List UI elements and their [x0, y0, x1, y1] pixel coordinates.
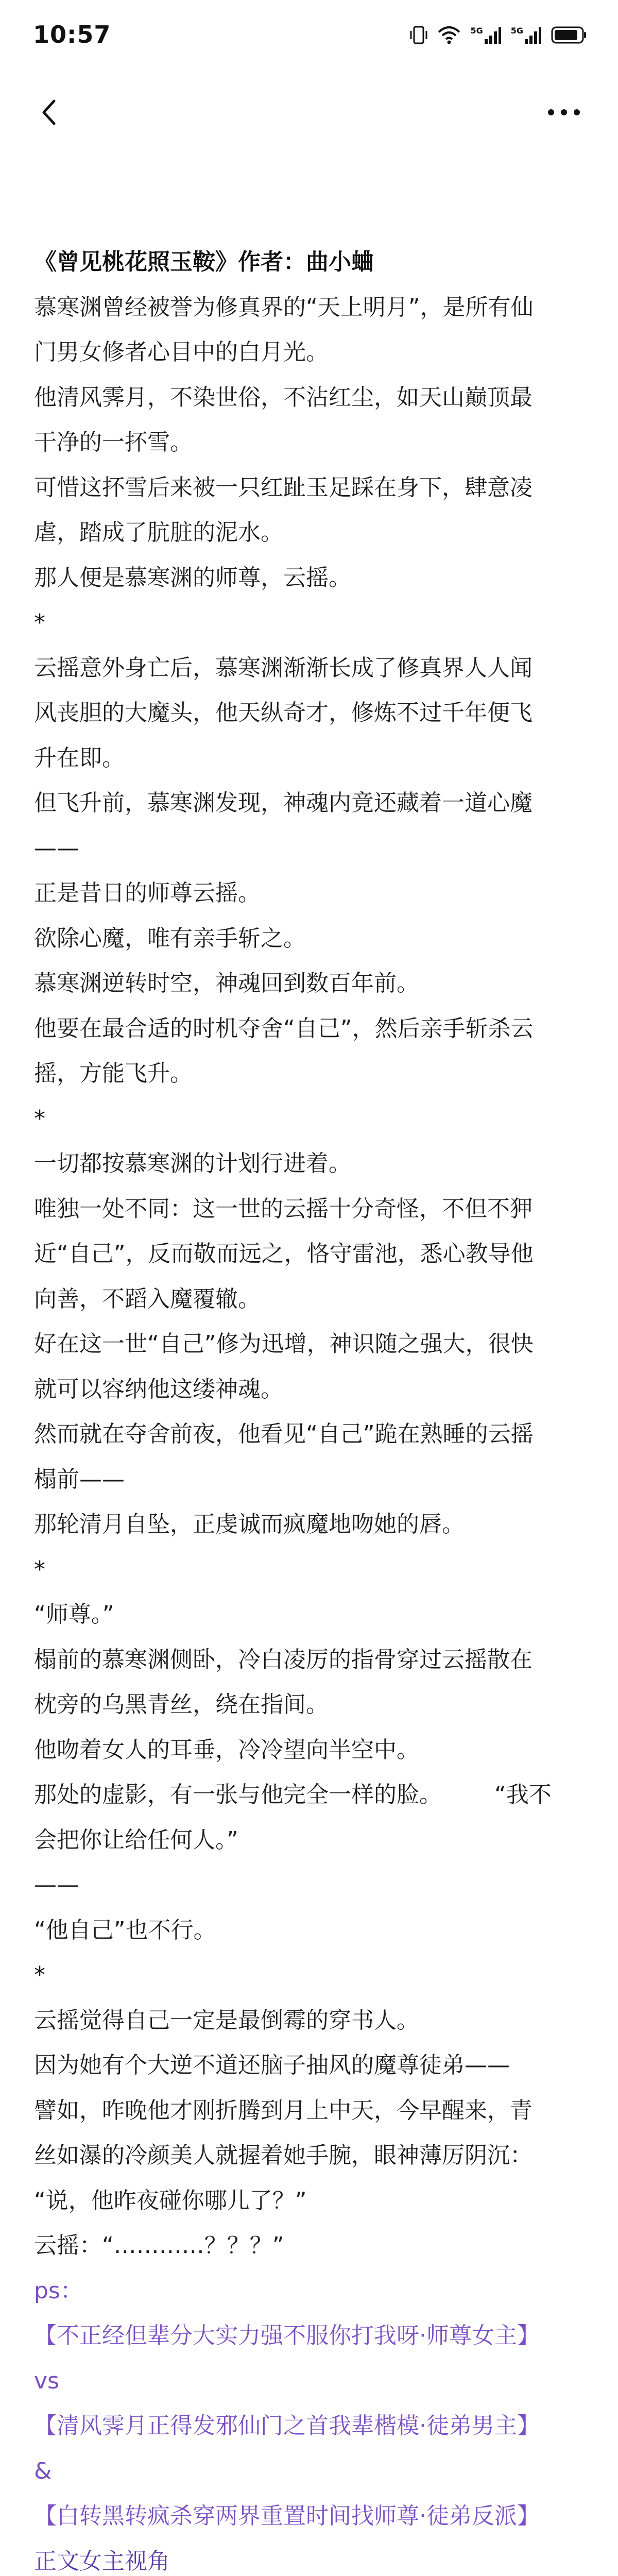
- more-button[interactable]: [536, 90, 592, 137]
- status-icons: [409, 21, 587, 49]
- text-line: ——: [34, 1872, 79, 1898]
- more-dots-icon: [546, 107, 582, 120]
- vibrate-icon: [409, 25, 428, 45]
- text-line: 那处的虚影，有一张与他完全一样的脸。 “我不: [34, 1782, 552, 1808]
- text-line: 向善，不蹈入魔覆辙。: [34, 1285, 261, 1312]
- nav-bar: [0, 77, 618, 155]
- text-line: 榻前——: [34, 1466, 125, 1493]
- text-line: “师尊。”: [34, 1601, 114, 1628]
- text-line: 升在即。: [34, 744, 125, 771]
- note-line: 正文女主视角: [34, 2548, 170, 2574]
- ps-label: ps：: [34, 2277, 83, 2304]
- text-line: 干净的一抔雪。: [34, 429, 193, 455]
- text-line: 就可以容纳他这缕神魂。: [34, 1376, 283, 1402]
- text-line: 譬如，昨晚他才刚折腾到月上中天，今早醒来，青: [34, 2097, 533, 2124]
- signal-icon-1: [470, 26, 501, 44]
- section-separator: *: [34, 609, 45, 636]
- section-separator: *: [34, 1105, 45, 1132]
- text-line: 一切都按慕寒渊的计划行进着。: [34, 1150, 351, 1177]
- signal-label-1: 5G: [470, 26, 483, 36]
- text-line: 近“自己”，反而敬而远之，恪守雷池，悉心教导他: [34, 1241, 534, 1267]
- text-line: 他清风霁月，不染世俗，不沾红尘，如天山巅顶最: [34, 384, 533, 411]
- text-line: 枕旁的乌黑青丝，绕在指间。: [34, 1691, 329, 1718]
- text-line: 他要在最合适的时机夺舍“自己”，然后亲手斩杀云: [34, 1015, 534, 1042]
- text-line: 云摇：“…………？？？”: [34, 2232, 284, 2259]
- text-line: 欲除心魔，唯有亲手斩之。: [34, 925, 306, 952]
- section-separator: *: [34, 1556, 45, 1583]
- text-line: 慕寒渊逆转时空，神魂回到数百年前。: [34, 970, 419, 996]
- text-line: 摇，方能飞升。: [34, 1060, 193, 1087]
- tag-hero: 【清风霁月正得发邪仙门之首我辈楷模·徒弟男主】: [34, 2413, 540, 2439]
- text-line: 他吻着女人的耳垂，冷冷望向半空中。: [34, 1736, 419, 1763]
- article-body: [34, 240, 585, 2576]
- text-line: 因为她有个大逆不道还脑子抽风的魔尊徒弟——: [34, 2052, 510, 2078]
- section-separator: *: [34, 1962, 45, 1988]
- text-line: 然而就在夺舍前夜，他看见“自己”跪在熟睡的云摇: [34, 1421, 534, 1447]
- text-line: 唯独一处不同：这一世的云摇十分奇怪，不但不狎: [34, 1195, 533, 1222]
- text-line: 丝如瀑的冷颜美人就握着她手腕，眼神薄厉阴沉：: [34, 2142, 533, 2168]
- text-line: 可惜这抔雪后来被一只红趾玉足踩在身下，肆意凌: [34, 474, 533, 501]
- tag-heroine: 【不正经但辈分大实力强不服你打我呀·师尊女主】: [34, 2323, 540, 2349]
- text-line: “他自己”也不行。: [34, 1917, 216, 1943]
- tag-ampersand: &: [34, 2458, 52, 2484]
- text-line: ——: [34, 835, 79, 861]
- tag-vs: vs: [34, 2367, 59, 2394]
- text-line: 慕寒渊曾经被誉为修真界的“天上明月”，是所有仙: [34, 294, 534, 320]
- text-line: 会把你让给任何人。”: [34, 1826, 238, 1853]
- text-line: 风丧胆的大魔头，他天纵奇才，修炼不过千年便飞: [34, 700, 533, 726]
- text-line: 榻前的慕寒渊侧卧，冷白凌厉的指骨穿过云摇散在: [34, 1646, 533, 1673]
- wifi-icon: [437, 25, 461, 45]
- text-line: 那轮清月自坠，正虔诚而疯魔地吻她的唇。: [34, 1511, 465, 1537]
- text-line: “说，他昨夜碰你哪儿了？”: [34, 2187, 307, 2214]
- text-line: 但飞升前，慕寒渊发现，神魂内竟还藏着一道心魔: [34, 790, 533, 816]
- chevron-left-icon: [38, 97, 60, 130]
- text-line: 正是昔日的师尊云摇。: [34, 880, 261, 906]
- article-title: 《曾见桃花照玉鞍》作者：曲小蛐: [34, 249, 374, 275]
- text-line: 门男女修者心目中的白月光。: [34, 339, 329, 365]
- text-line: 云摇觉得自己一定是最倒霉的穿书人。: [34, 2007, 419, 2033]
- battery-icon: [551, 26, 587, 44]
- text-line: 好在这一世“自己”修为迅增，神识随之强大，很快: [34, 1331, 534, 1357]
- text-line: 那人便是慕寒渊的师尊，云摇。: [34, 564, 351, 591]
- back-button[interactable]: [26, 90, 72, 137]
- signal-icon-2: [511, 26, 542, 44]
- text-line: 虐，踏成了肮脏的泥水。: [34, 519, 283, 546]
- signal-label-2: 5G: [510, 26, 523, 36]
- status-bar: [0, 0, 618, 72]
- text-line: 云摇意外身亡后，慕寒渊渐渐长成了修真界人人闻: [34, 654, 533, 681]
- status-time: 10:57: [33, 21, 111, 48]
- tag-villain: 【白转黑转疯杀穿两界重置时间找师尊·徒弟反派】: [34, 2503, 540, 2529]
